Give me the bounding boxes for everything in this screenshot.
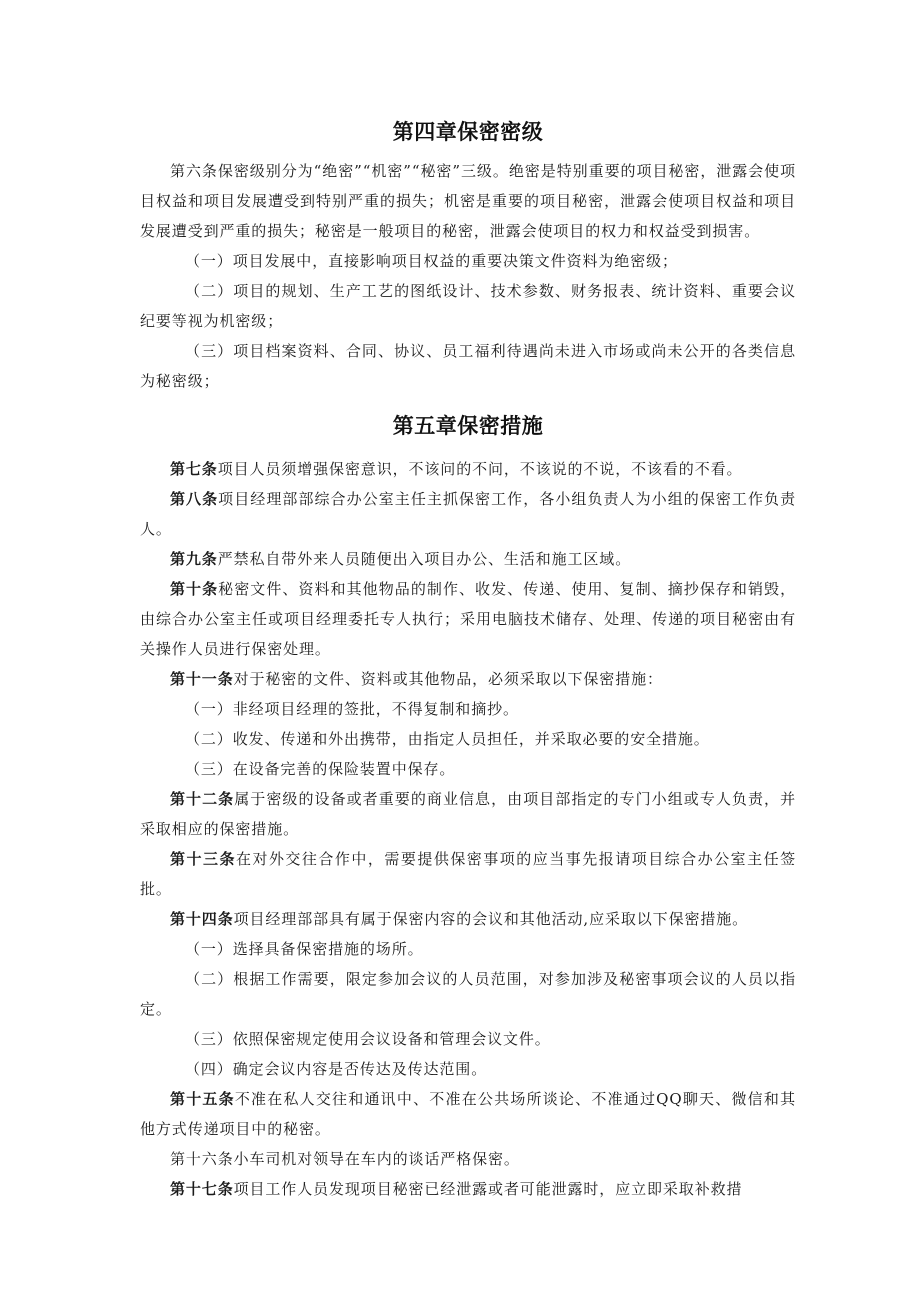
article-11-number: 第十一条 [170, 670, 234, 688]
article-9-text: 严禁私自带外来人员随便出入项目办公、生活和施工区域。 [217, 550, 632, 568]
article-10 [140, 574, 796, 664]
article-14-item-3: （三）依照保密规定使用会议设备和管理会议文件。 [185, 1030, 551, 1048]
article-10-text: 秘密文件、资料和其他物品的制作、收发、传递、使用、复制、摘抄保存和销毁，由综合办公室主任或项目经理委托专人执行；采用电脑技术储存、处理、传递的项目秘密由有关操作人员进行保密处理。 [140, 580, 797, 658]
article-8 [140, 484, 796, 544]
article-14 [140, 904, 796, 934]
article-11-text: 对于秘密的文件、资料或其他物品，必须采取以下保密措施： [233, 670, 663, 688]
article-8-text: 项目经理部部综合办公室主任主抓保密工作，各小组负责人为小组的保密工作负责人。 [140, 490, 797, 538]
article-6-item-2: （二）项目的规划、生产工艺的图纸设计、技术参数、财务报表、统计资料、重要会议纪要等视为机密级； [140, 282, 796, 330]
article-7 [140, 454, 796, 484]
article-12-number: 第十二条 [170, 790, 235, 808]
article-11 [140, 664, 796, 694]
article-6-text: 保密级别分为“绝密”“机密”“秘密”三级。绝密是特别重要的项目秘密，泄露会使项目权益和项目发展遭受到特别严重的损失；机密是重要的项目秘密，泄露会使项目权益和项目发展遭受到严重的损失；秘密是一般项目的秘密，泄露会使项目的权力和权益受到损害。 [140, 162, 796, 240]
article-8-number: 第八条 [170, 490, 219, 508]
article-6-number: 第六条 [170, 162, 218, 180]
article-11-item-3: （三）在设备完善的保险装置中保存。 [185, 760, 456, 778]
article-17-number: 第十七条 [170, 1180, 234, 1198]
article-9-number: 第九条 [170, 550, 218, 568]
article-6 [140, 156, 796, 246]
article-14-number: 第十四条 [170, 910, 234, 928]
article-14-text: 项目经理部部具有属于保密内容的会议和其他活动,应采取以下保密措施。 [233, 910, 749, 928]
article-15-number: 第十五条 [170, 1090, 235, 1108]
article-13 [140, 844, 796, 904]
article-17 [140, 1174, 796, 1204]
document-body [140, 112, 796, 1204]
article-15 [140, 1084, 796, 1144]
article-13-text: 在对外交往合作中，需要提供保密事项的应当事先报请项目综合办公室主任签批。 [140, 850, 796, 898]
article-15-text: 不准在私人交往和通讯中、不准在公共场所谈论、不准通过QQ聊天、微信和其他方式传递项目中的秘密。 [140, 1090, 796, 1138]
chapter-4-title: 第四章保密密级 [392, 120, 544, 144]
article-14-item-2: （二）根据工作需要，限定参加会议的人员范围，对参加涉及秘密事项会议的人员以指定。 [140, 970, 796, 1018]
article-6-item-1: （一）项目发展中，直接影响项目权益的重要决策文件资料为绝密级； [185, 252, 678, 270]
article-10-number: 第十条 [170, 580, 219, 598]
article-13-number: 第十三条 [170, 850, 236, 868]
article-17-text: 项目工作人员发现项目秘密已经泄露或者可能泄露时，应立即采取补救措 [233, 1180, 743, 1198]
article-9 [140, 544, 796, 574]
article-7-number: 第七条 [170, 460, 218, 478]
article-14-item-1: （一）选择具备保密措施的场所。 [185, 940, 424, 958]
chapter-5-title: 第五章保密措施 [392, 414, 544, 438]
article-12 [140, 784, 796, 844]
article-11-item-1: （一）非经项目经理的签批，不得复制和摘抄。 [185, 700, 519, 718]
article-11-item-2: （二）收发、传递和外出携带，由指定人员担任，并采取必要的安全措施。 [185, 730, 710, 748]
article-16: 第十六条小车司机对领导在车内的谈话严格保密。 [170, 1150, 520, 1168]
article-6-item-3: （三）项目档案资料、合同、协议、员工福利待遇尚未进入市场或尚未公开的各类信息为秘密级； [140, 342, 796, 390]
article-12-text: 属于密级的设备或者重要的商业信息，由项目部指定的专门小组或专人负责，并采取相应的保密措施。 [140, 790, 796, 838]
article-14-item-4: （四）确定会议内容是否传达及传达范围。 [185, 1060, 488, 1078]
article-7-text: 项目人员须增强保密意识，不该问的不问，不该说的不说，不该看的不看。 [217, 460, 743, 478]
